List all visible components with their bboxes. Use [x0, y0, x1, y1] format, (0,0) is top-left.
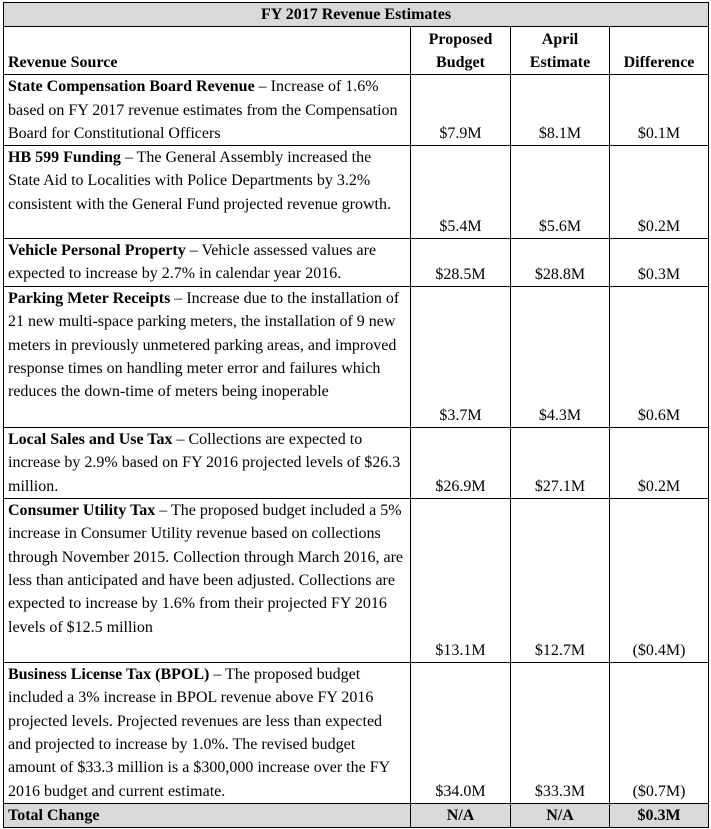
- row-source-detail: – Increase of 1.6% based on FY 2017 revenue estimates from the Compensation Board for Constitutional Officers: [8, 78, 398, 142]
- row-description: [4, 663, 411, 804]
- row-difference: $0.6M: [610, 287, 709, 428]
- row-april: $12.7M: [511, 499, 610, 663]
- table-title: FY 2017 Revenue Estimates: [4, 3, 709, 27]
- row-source-name: Vehicle Personal Property: [8, 242, 186, 260]
- row-proposed: $26.9M: [411, 428, 511, 499]
- row-source-name: Local Sales and Use Tax: [8, 431, 173, 449]
- row-source-name: Parking Meter Receipts: [8, 290, 171, 308]
- header-april-estimate: April Estimate: [511, 27, 610, 75]
- row-april: $28.8M: [511, 239, 610, 287]
- row-source-detail: – The General Assembly increased the State Aid to Localities with Police Departments by 3.2% consistent with the General Fund projected revenue growth.: [8, 149, 391, 213]
- row-source-name: State Compensation Board Revenue: [8, 78, 255, 96]
- row-april: $8.1M: [511, 75, 610, 146]
- table-row: [4, 663, 709, 804]
- row-proposed: $5.4M: [411, 146, 511, 239]
- row-difference: $0.3M: [610, 239, 709, 287]
- header-row: [4, 27, 709, 75]
- total-row: [4, 803, 709, 827]
- row-source-name: Business License Tax (BPOL): [8, 666, 210, 684]
- row-proposed: $34.0M: [411, 663, 511, 804]
- row-difference: $0.2M: [610, 428, 709, 499]
- row-source-detail: – Increase due to the installation of 21 new multi-space parking meters, the installation of 9 new meters in previously unmetered parking areas, and improved response times on handling meter error and failures which reduces the down-time of meters being inoperable: [8, 290, 400, 401]
- row-source-detail: – Vehicle assessed values are expected to increase by 2.7% in calendar year 2016.: [8, 242, 377, 283]
- row-proposed: $3.7M: [411, 287, 511, 428]
- row-description: [4, 428, 411, 499]
- row-april: $5.6M: [511, 146, 610, 239]
- table-row: [4, 499, 709, 663]
- row-source-name: HB 599 Funding: [8, 149, 121, 167]
- row-description: [4, 499, 411, 663]
- total-difference: $0.3M: [610, 803, 709, 827]
- row-proposed: $28.5M: [411, 239, 511, 287]
- header-revenue-source: Revenue Source: [4, 27, 411, 75]
- row-april: $33.3M: [511, 663, 610, 804]
- row-difference: ($0.7M): [610, 663, 709, 804]
- row-description: [4, 287, 411, 428]
- total-label: Total Change: [4, 803, 411, 827]
- row-source-name: Consumer Utility Tax: [8, 502, 156, 520]
- row-proposed: $7.9M: [411, 75, 511, 146]
- table-row: [4, 146, 709, 239]
- header-difference: Difference: [610, 27, 709, 75]
- row-source-detail: – The proposed budget included a 3% increase in BPOL revenue above FY 2016 projected levels. Projected revenues are less than expected and projected to increase by 1.0%. The revised budget amount of $33.3 million is a $300,000 increase over the FY 2016 budget and current estimate.: [8, 666, 390, 800]
- table-row: [4, 239, 709, 287]
- row-proposed: $13.1M: [411, 499, 511, 663]
- title-row: [4, 3, 709, 27]
- total-proposed: N/A: [411, 803, 511, 827]
- header-proposed-budget: Proposed Budget: [411, 27, 511, 75]
- row-description: [4, 146, 411, 239]
- revenue-table: [3, 2, 709, 828]
- row-april: $4.3M: [511, 287, 610, 428]
- row-difference: ($0.4M): [610, 499, 709, 663]
- row-april: $27.1M: [511, 428, 610, 499]
- row-difference: $0.1M: [610, 75, 709, 146]
- table-row: [4, 287, 709, 428]
- total-april: N/A: [511, 803, 610, 827]
- table-row: [4, 75, 709, 146]
- row-source-detail: – Collections are expected to increase by 2.9% based on FY 2016 projected levels of $26.3 million.: [8, 431, 401, 495]
- row-description: [4, 239, 411, 287]
- row-difference: $0.2M: [610, 146, 709, 239]
- row-description: [4, 75, 411, 146]
- table-row: [4, 428, 709, 499]
- row-source-detail: – The proposed budget included a 5% increase in Consumer Utility revenue based on collections through November 2015. Collection through March 2016, are less than anticipated and have been adjusted. Collections are expected to increase by 1.6% from their projected FY 2016 levels of $12.5 million: [8, 502, 404, 636]
